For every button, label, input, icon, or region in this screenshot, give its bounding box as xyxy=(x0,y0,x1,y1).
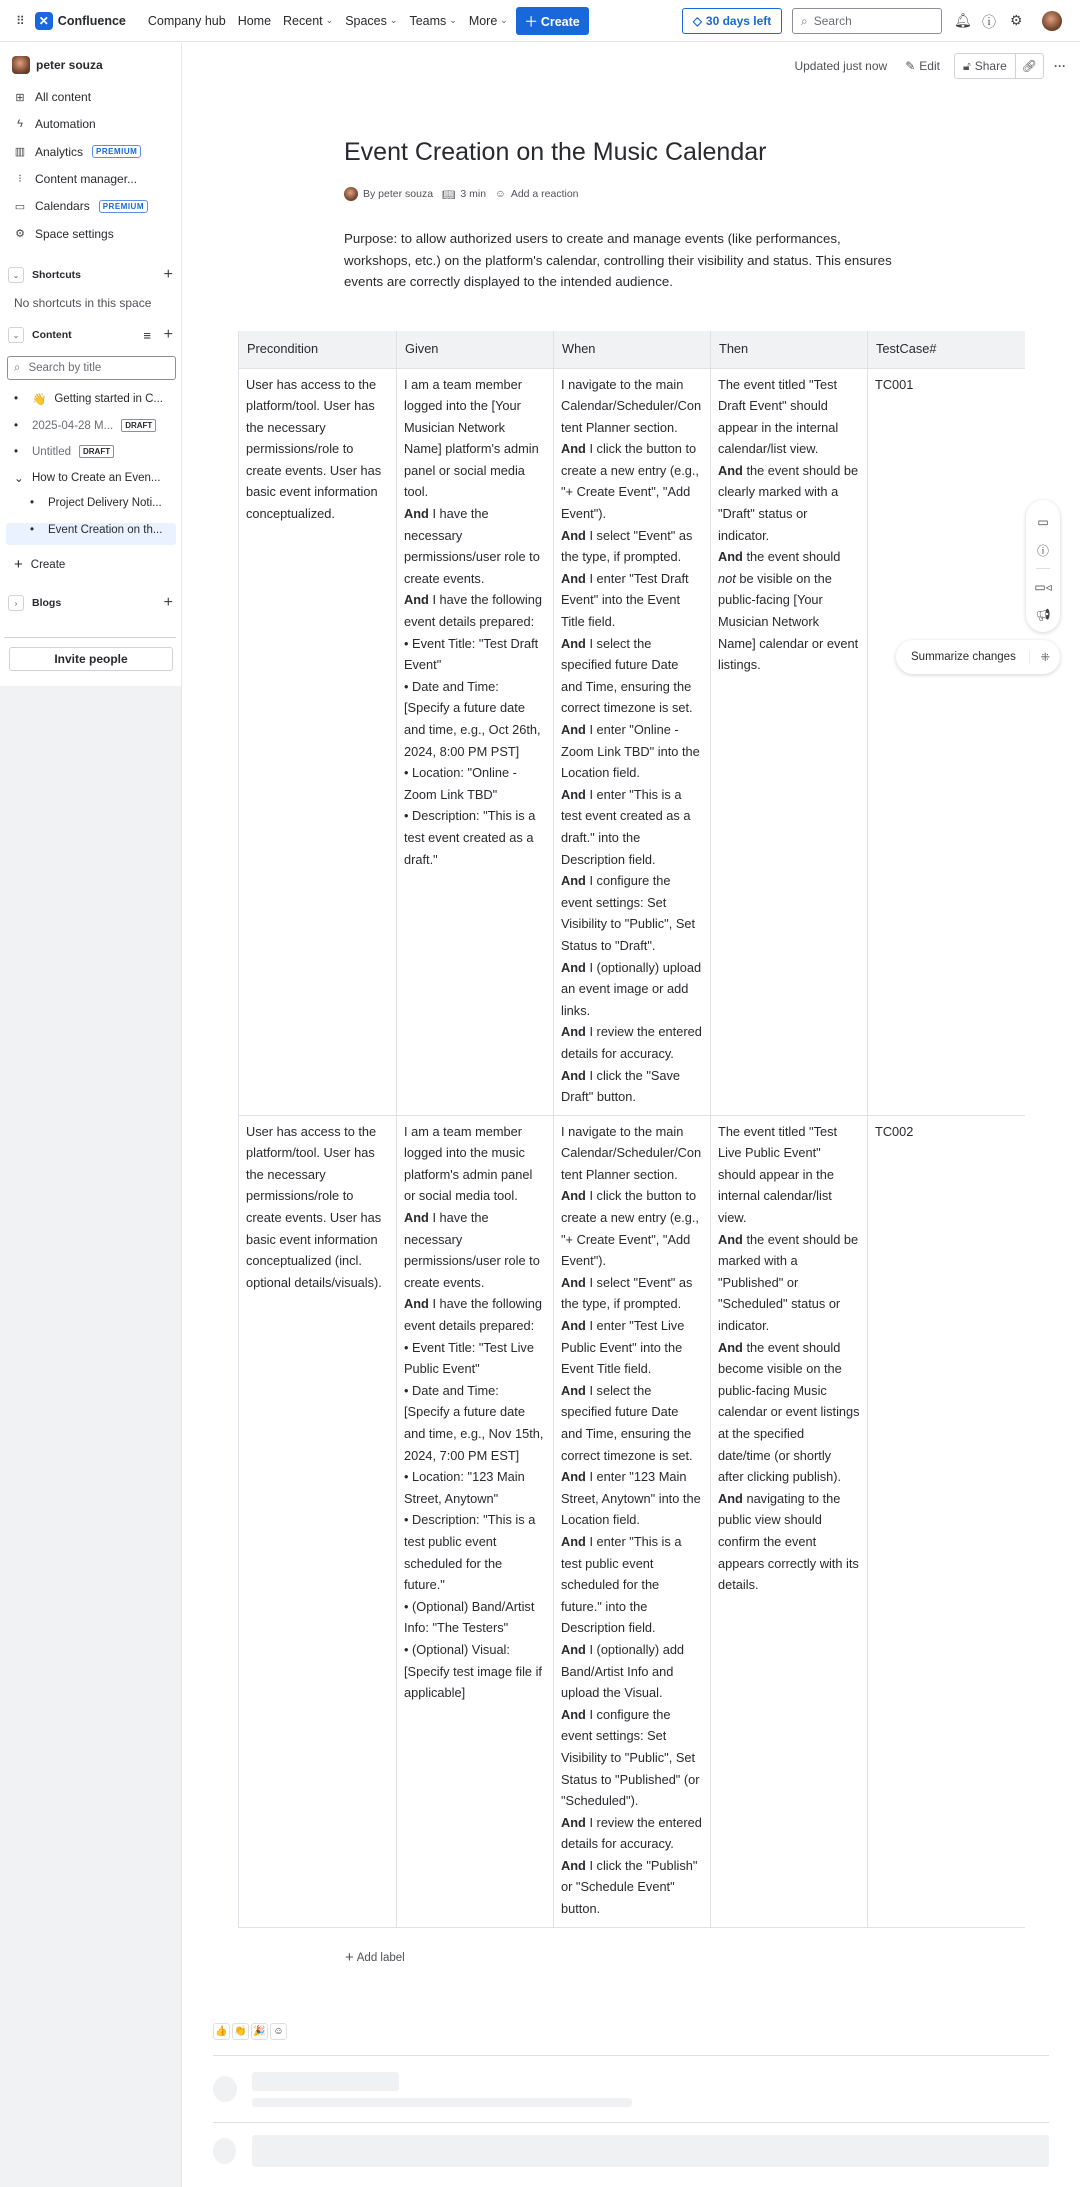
cell-line xyxy=(561,870,703,956)
app-name: Confluence xyxy=(57,13,126,28)
cell-line xyxy=(246,1121,389,1294)
sidebar-item-analytics[interactable] xyxy=(14,145,141,159)
cell-text: And xyxy=(718,1490,743,1506)
create-button[interactable]: ＋ Create xyxy=(516,7,589,35)
search-by-title-input[interactable] xyxy=(7,356,176,380)
cell-text: I (optionally) add Band/Artist Info and upload the Visual. xyxy=(561,1641,685,1701)
cell-line xyxy=(718,1488,860,1596)
cell-line xyxy=(561,1812,703,1855)
test-case-table xyxy=(238,331,1025,1928)
cell-text: • Event Title: "Test Live Public Event" xyxy=(404,1339,534,1377)
cell-text: I have the necessary permissions/user role to create events. xyxy=(404,1210,540,1290)
cell-text: I configure the event settings: Set Visibility to "Public", Set Status to "Published" (or "Scheduled"). xyxy=(561,1706,700,1809)
column-header: When xyxy=(554,331,711,368)
add-shortcut-icon[interactable]: + xyxy=(163,266,173,283)
table-cell-testcase xyxy=(868,368,1025,1115)
table-cell-then xyxy=(711,368,868,1115)
cell-line xyxy=(404,1466,546,1509)
draft-badge: DRAFT xyxy=(121,419,156,432)
shortcuts-header[interactable] xyxy=(8,267,173,283)
nav-spaces[interactable] xyxy=(345,14,397,28)
tree-item-label: Getting started in C... xyxy=(54,393,163,405)
cell-text: I (optionally) upload an event image or add links. xyxy=(561,959,702,1018)
cell-line xyxy=(404,503,546,589)
summarize-changes-button[interactable] xyxy=(896,640,1060,674)
cell-text: I click the button to create a new entry (e.g., "+ Create Event", "Add Event"). xyxy=(561,1188,699,1269)
cell-text: I navigate to the main Calendar/Scheduler/Content Planner section. xyxy=(561,376,702,435)
confluence-logo-icon: ✕ xyxy=(35,12,53,30)
cell-line xyxy=(404,1337,546,1380)
tree-item[interactable] xyxy=(30,497,162,509)
plus-icon: + xyxy=(345,1949,354,1966)
cell-text: And xyxy=(718,462,743,478)
help-icon[interactable]: ⓘ xyxy=(982,14,996,30)
gear-icon: ⚙ xyxy=(15,228,25,240)
cell-text: • Date and Time: [Specify a future date and time, e.g., Oct 26th, 2024, 8:00 PM PST] xyxy=(404,678,541,759)
cell-line xyxy=(561,1021,703,1064)
share-button[interactable] xyxy=(954,53,1016,79)
cell-text: I am a team member logged into the music platform's admin panel or social media tool. xyxy=(404,1123,533,1204)
cell-text: And xyxy=(404,1210,429,1226)
divider xyxy=(4,637,176,638)
reaction-thumbs-up[interactable]: 👍 xyxy=(213,2023,230,2040)
tree-item-label: Project Delivery Noti... xyxy=(48,497,162,509)
cell-line xyxy=(561,1639,703,1704)
grid-icon: ⊞ xyxy=(15,91,25,104)
cell-line xyxy=(718,1337,860,1488)
invite-people-button[interactable]: Invite people xyxy=(9,647,173,671)
shortcuts-title: Shortcuts xyxy=(32,269,82,281)
table-row xyxy=(239,368,1025,1115)
cell-text: And xyxy=(561,1814,586,1830)
cell-text: I have the following event details prepared: xyxy=(404,592,543,630)
cell-text: I have the necessary permissions/user role to create events. xyxy=(404,506,540,586)
cell-line xyxy=(561,568,703,633)
cell-line xyxy=(561,1315,703,1380)
cell-text: I select the specified future Date and Time, ensuring the correct timezone is set. xyxy=(561,635,693,716)
sidebar-background xyxy=(0,686,182,2187)
add-reaction-icon[interactable]: ☺ xyxy=(495,188,506,200)
cell-text: And xyxy=(718,1339,743,1355)
column-header: Then xyxy=(711,331,868,368)
cell-text: And xyxy=(561,441,586,457)
sidebar xyxy=(0,43,182,686)
cell-text: the event should be clearly marked with a "Draft" status or indicator. xyxy=(718,462,859,543)
cell-line xyxy=(404,1509,546,1595)
cell-text: User has access to the platform/tool. User has the necessary permissions/role to create events. User has basic event information conceptualized. xyxy=(246,376,382,522)
space-avatar xyxy=(12,56,30,74)
cell-text: I select the specified future Date and Time, ensuring the correct timezone is set. xyxy=(561,1382,693,1463)
sidebar-item-label: Space settings xyxy=(35,226,114,241)
cell-text: And xyxy=(561,1382,586,1398)
cell-text: not xyxy=(718,570,736,586)
book-icon: 📖︎ xyxy=(442,188,456,201)
cell-text: I am a team member logged into the [Your Musician Network Name] platform's admin panel or social media tool. xyxy=(404,376,539,500)
info-icon[interactable]: ⓘ xyxy=(1036,543,1049,558)
search-icon: ⌕ xyxy=(801,13,808,28)
bell-icon[interactable]: 🔔︎ xyxy=(954,12,972,28)
plus-icon: + xyxy=(14,556,23,573)
cell-line xyxy=(404,1596,546,1639)
reaction-clap[interactable]: 👏 xyxy=(232,2023,249,2040)
cell-line xyxy=(561,784,703,870)
cell-line xyxy=(404,1293,546,1336)
cell-text: And xyxy=(718,549,743,565)
table-cell-given xyxy=(397,1115,554,1927)
tree-item[interactable] xyxy=(14,445,114,458)
tree-item-label: How to Create an Even... xyxy=(32,472,161,484)
cell-text: I navigate to the main Calendar/Scheduler/Content Planner section. xyxy=(561,1123,702,1182)
read-time: 3 min xyxy=(460,188,487,200)
column-header: TestCase# xyxy=(868,331,1025,368)
cell-line xyxy=(404,1639,546,1704)
nav-home[interactable] xyxy=(238,14,271,28)
cell-text: And xyxy=(561,1024,586,1040)
add-blog-icon[interactable]: + xyxy=(163,594,173,611)
nav-more[interactable] xyxy=(469,14,508,28)
nav-label: Spaces xyxy=(345,13,387,28)
cell-text: TC002 xyxy=(875,1123,914,1139)
purpose-paragraph: Purpose: to allow authorized users to create and manage events (like performances, workshops, etc.) on the platform's calendar, controlling their visibility and status. This ensures events are correctly displayed to the intended audience. xyxy=(344,231,892,289)
cell-line xyxy=(404,676,546,762)
cell-text: I click the "Save Draft" button. xyxy=(561,1067,681,1105)
search-input[interactable] xyxy=(792,8,942,34)
cell-text: And xyxy=(561,1274,586,1290)
cell-text: the event should be marked with a "Published" or "Scheduled" status or indicator. xyxy=(718,1231,859,1334)
cell-line xyxy=(561,1272,703,1315)
cell-text: • Description: "This is a test event created as a draft." xyxy=(404,808,536,867)
cell-line xyxy=(404,762,546,805)
cell-text: • Date and Time: [Specify a future date and time, e.g., Nov 15th, 2024, 7:00 PM EST] xyxy=(404,1382,544,1463)
add-label-text: Add label xyxy=(356,1951,405,1964)
cell-text: I review the entered details for accuracy. xyxy=(561,1814,702,1852)
sidebar-item-content-manager[interactable] xyxy=(14,172,137,186)
cell-line xyxy=(718,460,860,546)
divider xyxy=(1036,568,1050,569)
premium-badge: PREMIUM xyxy=(92,145,141,158)
megaphone-icon[interactable]: 📢︎ xyxy=(1035,608,1051,622)
chevron-down-icon: ⌄ xyxy=(449,15,457,25)
reactions-bar xyxy=(213,2023,287,2040)
app-switcher-icon[interactable]: ⠿ xyxy=(16,13,25,28)
tree-item-label: Untitled xyxy=(32,445,71,458)
tree-item[interactable] xyxy=(14,392,163,406)
cell-line xyxy=(561,1121,703,1186)
cell-line xyxy=(561,374,703,439)
cell-line xyxy=(561,719,703,784)
content-header[interactable] xyxy=(8,327,173,343)
cell-line xyxy=(561,1531,703,1639)
cell-line xyxy=(561,1855,703,1920)
cell-text: I enter "Test Live Public Event" into the Event Title field. xyxy=(561,1318,685,1377)
cell-text: And xyxy=(561,1318,586,1334)
cell-text: • Event Title: "Test Draft Event" xyxy=(404,635,539,673)
cell-text: And xyxy=(561,570,586,586)
tree-item-label: 2025-04-28 M... xyxy=(32,419,114,432)
trial-button[interactable] xyxy=(682,8,782,34)
premium-badge: PREMIUM xyxy=(99,200,148,213)
chevron-down-icon[interactable]: ⌄ xyxy=(8,327,24,343)
comment-icon[interactable]: ▭ xyxy=(1037,515,1049,529)
cell-line xyxy=(561,438,703,524)
table-cell-when xyxy=(554,1115,711,1927)
summarize-label: Summarize changes xyxy=(911,651,1016,663)
cell-text: the event should become visible on the public-facing Music calendar or event listings at the specified date/time (or shortly after clicking publish). xyxy=(718,1339,860,1485)
tree-item[interactable] xyxy=(30,524,162,536)
table-cell-precondition xyxy=(239,1115,397,1927)
cell-text: • Description: "This is a test public event scheduled for the future." xyxy=(404,1512,536,1593)
page-title: Event Creation on the Music Calendar xyxy=(344,138,767,166)
content-title: Content xyxy=(32,329,72,341)
sidebar-item-label: Calendars xyxy=(35,199,90,214)
cell-line xyxy=(561,1380,703,1466)
comment-avatar-skeleton xyxy=(213,2076,237,2102)
column-header: Precondition xyxy=(239,331,397,368)
cell-text: I configure the event settings: Set Visibility to "Public", Set Status to "Draft". xyxy=(561,873,696,953)
reply-input-skeleton xyxy=(252,2135,1049,2167)
tree-item[interactable] xyxy=(14,471,160,485)
table-cell-when xyxy=(554,368,711,1115)
chevron-down-icon[interactable]: ⌄ xyxy=(14,473,24,485)
cell-line xyxy=(404,589,546,632)
cell-text: I enter "Online - Zoom Link TBD" into the Location field. xyxy=(561,722,700,781)
lock-icon: 🔓︎ xyxy=(962,58,971,73)
top-navigation xyxy=(0,0,1080,42)
chart-icon: ▥ xyxy=(14,146,26,159)
create-content-button[interactable] xyxy=(14,556,65,573)
comment-skeleton xyxy=(252,2072,399,2091)
floating-toolbar xyxy=(1026,500,1060,632)
reply-avatar-skeleton xyxy=(213,2138,236,2164)
cell-text: And xyxy=(561,959,586,975)
cell-line xyxy=(561,1185,703,1271)
sidebar-item-label: Automation xyxy=(35,117,96,132)
gear-icon[interactable]: ⚙ xyxy=(1010,12,1023,28)
edit-button[interactable] xyxy=(897,53,948,79)
page-byline xyxy=(344,187,579,201)
blogs-header[interactable] xyxy=(8,595,173,611)
cell-text: And xyxy=(561,1533,586,1549)
cell-text: And xyxy=(404,506,429,522)
bullet-icon: • xyxy=(30,497,35,509)
cell-text: And xyxy=(561,527,586,543)
pencil-icon: ✎ xyxy=(905,59,916,73)
bullet-icon: • xyxy=(14,445,19,458)
confluence-logo[interactable] xyxy=(35,12,126,30)
space-name: peter souza xyxy=(36,58,103,72)
cell-text: • Location: "Online - Zoom Link TBD" xyxy=(404,765,517,802)
cell-text: And xyxy=(404,592,429,608)
cell-text: And xyxy=(561,1469,586,1485)
bolt-icon: ϟ xyxy=(17,118,23,131)
share-label: Share xyxy=(974,59,1007,73)
create-label: Create xyxy=(540,14,580,29)
add-reaction-link[interactable]: Add a reaction xyxy=(510,188,579,200)
cell-text: I select "Event" as the type, if prompted. xyxy=(561,1274,693,1312)
sidebar-item-automation[interactable] xyxy=(14,117,96,131)
cell-text: I enter "This is a test public event scheduled for the future." into the Description field. xyxy=(561,1533,682,1636)
nav-label: Company hub xyxy=(147,13,226,28)
copy-link-button[interactable] xyxy=(1016,53,1044,79)
cell-line xyxy=(404,374,546,504)
add-label-button[interactable] xyxy=(345,1949,405,1966)
link-icon: 🔗︎ xyxy=(1021,59,1037,73)
cell-line xyxy=(561,1466,703,1531)
tree-item-label: Event Creation on th... xyxy=(48,524,163,536)
cell-text: I click the "Publish" or "Schedule Event" button. xyxy=(561,1857,698,1917)
cell-text: I select "Event" as the type, if prompted. xyxy=(561,527,693,565)
cell-text: I enter "This is a test event created as a draft." into the Description field. xyxy=(561,786,691,867)
nav-label: Home xyxy=(237,13,272,28)
bullet-icon: • xyxy=(14,419,19,432)
cell-line xyxy=(404,1207,546,1293)
author[interactable]: By peter souza xyxy=(363,188,434,200)
table-row xyxy=(239,1115,1025,1927)
chevron-down-icon[interactable]: ⌄ xyxy=(8,267,24,283)
trial-label: 30 days left xyxy=(705,14,772,28)
create-content-label: Create xyxy=(30,558,66,571)
cell-text: I review the entered details for accuracy. xyxy=(561,1024,702,1061)
cell-line xyxy=(404,805,546,870)
blogs-title: Blogs xyxy=(32,597,62,609)
divider xyxy=(213,2055,1049,2056)
nav-teams[interactable] xyxy=(409,14,456,28)
cell-text: User has access to the platform/tool. User has the necessary permissions/role to create events. User has basic event information conceptualized (incl. optional details/visuals). xyxy=(246,1123,382,1290)
space-header[interactable] xyxy=(12,56,103,74)
cell-text: be visible on the public-facing [Your Musician Network Name] calendar or event listings. xyxy=(718,570,859,673)
search-icon: ⌕ xyxy=(14,361,21,374)
add-content-icon[interactable]: + xyxy=(163,326,173,343)
bullet-icon: • xyxy=(14,393,19,405)
content-manager-icon: ⁝ xyxy=(18,173,22,186)
cell-text: And xyxy=(561,1641,586,1657)
sidebar-item-label: All content xyxy=(35,90,92,104)
cell-text: And xyxy=(561,873,586,889)
reaction-party[interactable]: 🎉 xyxy=(251,2023,268,2040)
draft-badge: DRAFT xyxy=(79,445,114,458)
tree-item[interactable] xyxy=(14,419,156,432)
cell-line xyxy=(404,1380,546,1466)
cell-text: I enter "Test Draft Event" into the Event Title field. xyxy=(561,570,689,630)
nav-company-hub[interactable] xyxy=(148,14,226,28)
divider xyxy=(213,2122,1049,2123)
cell-line xyxy=(246,374,389,525)
chevron-down-icon: ⌄ xyxy=(500,15,508,25)
cell-line xyxy=(561,1065,703,1108)
chevron-down-icon: ⌄ xyxy=(325,15,334,25)
cell-line xyxy=(875,1121,1018,1143)
wave-emoji-icon: 👋 xyxy=(32,394,47,406)
table-cell-given xyxy=(397,368,554,1115)
table-cell-testcase xyxy=(868,1115,1025,1927)
nav-label: Teams xyxy=(409,13,447,28)
shortcuts-empty: No shortcuts in this space xyxy=(14,296,152,310)
cell-line xyxy=(561,525,703,568)
nav-label: More xyxy=(468,13,498,28)
author-avatar xyxy=(344,187,358,201)
cell-line xyxy=(561,957,703,1022)
search-by-title-placeholder: Search by title xyxy=(28,362,102,374)
edit-label: Edit xyxy=(919,59,940,73)
cell-text: And xyxy=(561,1067,586,1083)
cell-text: And xyxy=(561,635,586,651)
diamond-icon: ◇ xyxy=(692,14,702,28)
cell-text: TC001 xyxy=(875,376,914,392)
page-actions xyxy=(794,52,1066,80)
sidebar-item-calendars[interactable] xyxy=(14,199,148,213)
cell-text: The event titled "Test Live Public Event" should appear in the internal calendar/list view. xyxy=(718,1123,838,1226)
sidebar-item-all-content[interactable] xyxy=(14,90,91,104)
cell-text: • (Optional) Band/Artist Info: "The Testers" xyxy=(404,1598,535,1636)
column-header: Given xyxy=(397,331,554,368)
table-cell-precondition xyxy=(239,368,397,1115)
cell-text: The event titled "Test Draft Event" should appear in the internal calendar/list view. xyxy=(718,376,839,457)
cell-text: And xyxy=(561,1706,586,1722)
bullet-icon: • xyxy=(30,524,35,536)
calendar-icon: ▭ xyxy=(14,200,26,213)
cell-text: • Location: "123 Main Street, Anytown" xyxy=(404,1469,525,1506)
cell-line xyxy=(404,633,546,676)
nav-recent[interactable] xyxy=(283,14,333,28)
cell-line xyxy=(718,546,860,676)
table-header-row xyxy=(239,331,1025,368)
more-actions-icon[interactable]: ··· xyxy=(1054,59,1066,73)
cell-text: • (Optional) Visual: [Specify test image file if applicable] xyxy=(404,1641,542,1701)
search-placeholder: Search xyxy=(813,14,852,28)
cell-line xyxy=(875,374,1018,396)
sidebar-item-space-settings[interactable] xyxy=(14,227,114,241)
filter-icon[interactable]: ≡ xyxy=(143,327,151,343)
cell-text: navigating to the public view should confirm the event appears correctly with its details. xyxy=(718,1490,859,1593)
cell-text: And xyxy=(561,722,586,737)
cell-text: I enter "123 Main Street, Anytown" into the Location field. xyxy=(561,1469,701,1528)
cell-text: I click the button to create a new entry (e.g., "+ Create Event", "Add Event"). xyxy=(561,441,699,522)
cell-text: And xyxy=(561,786,586,802)
add-reaction-icon[interactable]: ☺ xyxy=(270,2023,287,2040)
nav-label: Recent xyxy=(283,13,323,28)
cell-text: I have the following event details prepared: xyxy=(404,1296,543,1334)
update-status: Updated just now xyxy=(794,59,888,73)
cell-line xyxy=(404,1121,546,1207)
cell-text: And xyxy=(561,1188,586,1204)
chevron-down-icon: ⌄ xyxy=(389,15,398,25)
cell-text: And xyxy=(718,1231,743,1247)
sidebar-item-label: Content manager... xyxy=(35,171,138,186)
cell-line xyxy=(718,1229,860,1337)
profile-avatar[interactable] xyxy=(1042,11,1062,31)
chevron-right-icon[interactable]: › xyxy=(8,595,24,611)
comment-skeleton xyxy=(252,2098,632,2107)
sidebar-item-label: Analytics xyxy=(35,144,84,159)
cell-line xyxy=(561,1704,703,1812)
cell-line xyxy=(718,1121,860,1229)
cell-line xyxy=(718,374,860,460)
cell-text: the event should xyxy=(742,549,841,565)
cell-text: And xyxy=(561,1857,586,1873)
cell-line xyxy=(561,633,703,719)
cell-text: And xyxy=(404,1296,429,1312)
table-cell-then xyxy=(711,1115,868,1927)
sparkle-icon: ⁜ xyxy=(1029,650,1050,664)
video-icon[interactable]: ▭◃ xyxy=(1034,580,1052,594)
